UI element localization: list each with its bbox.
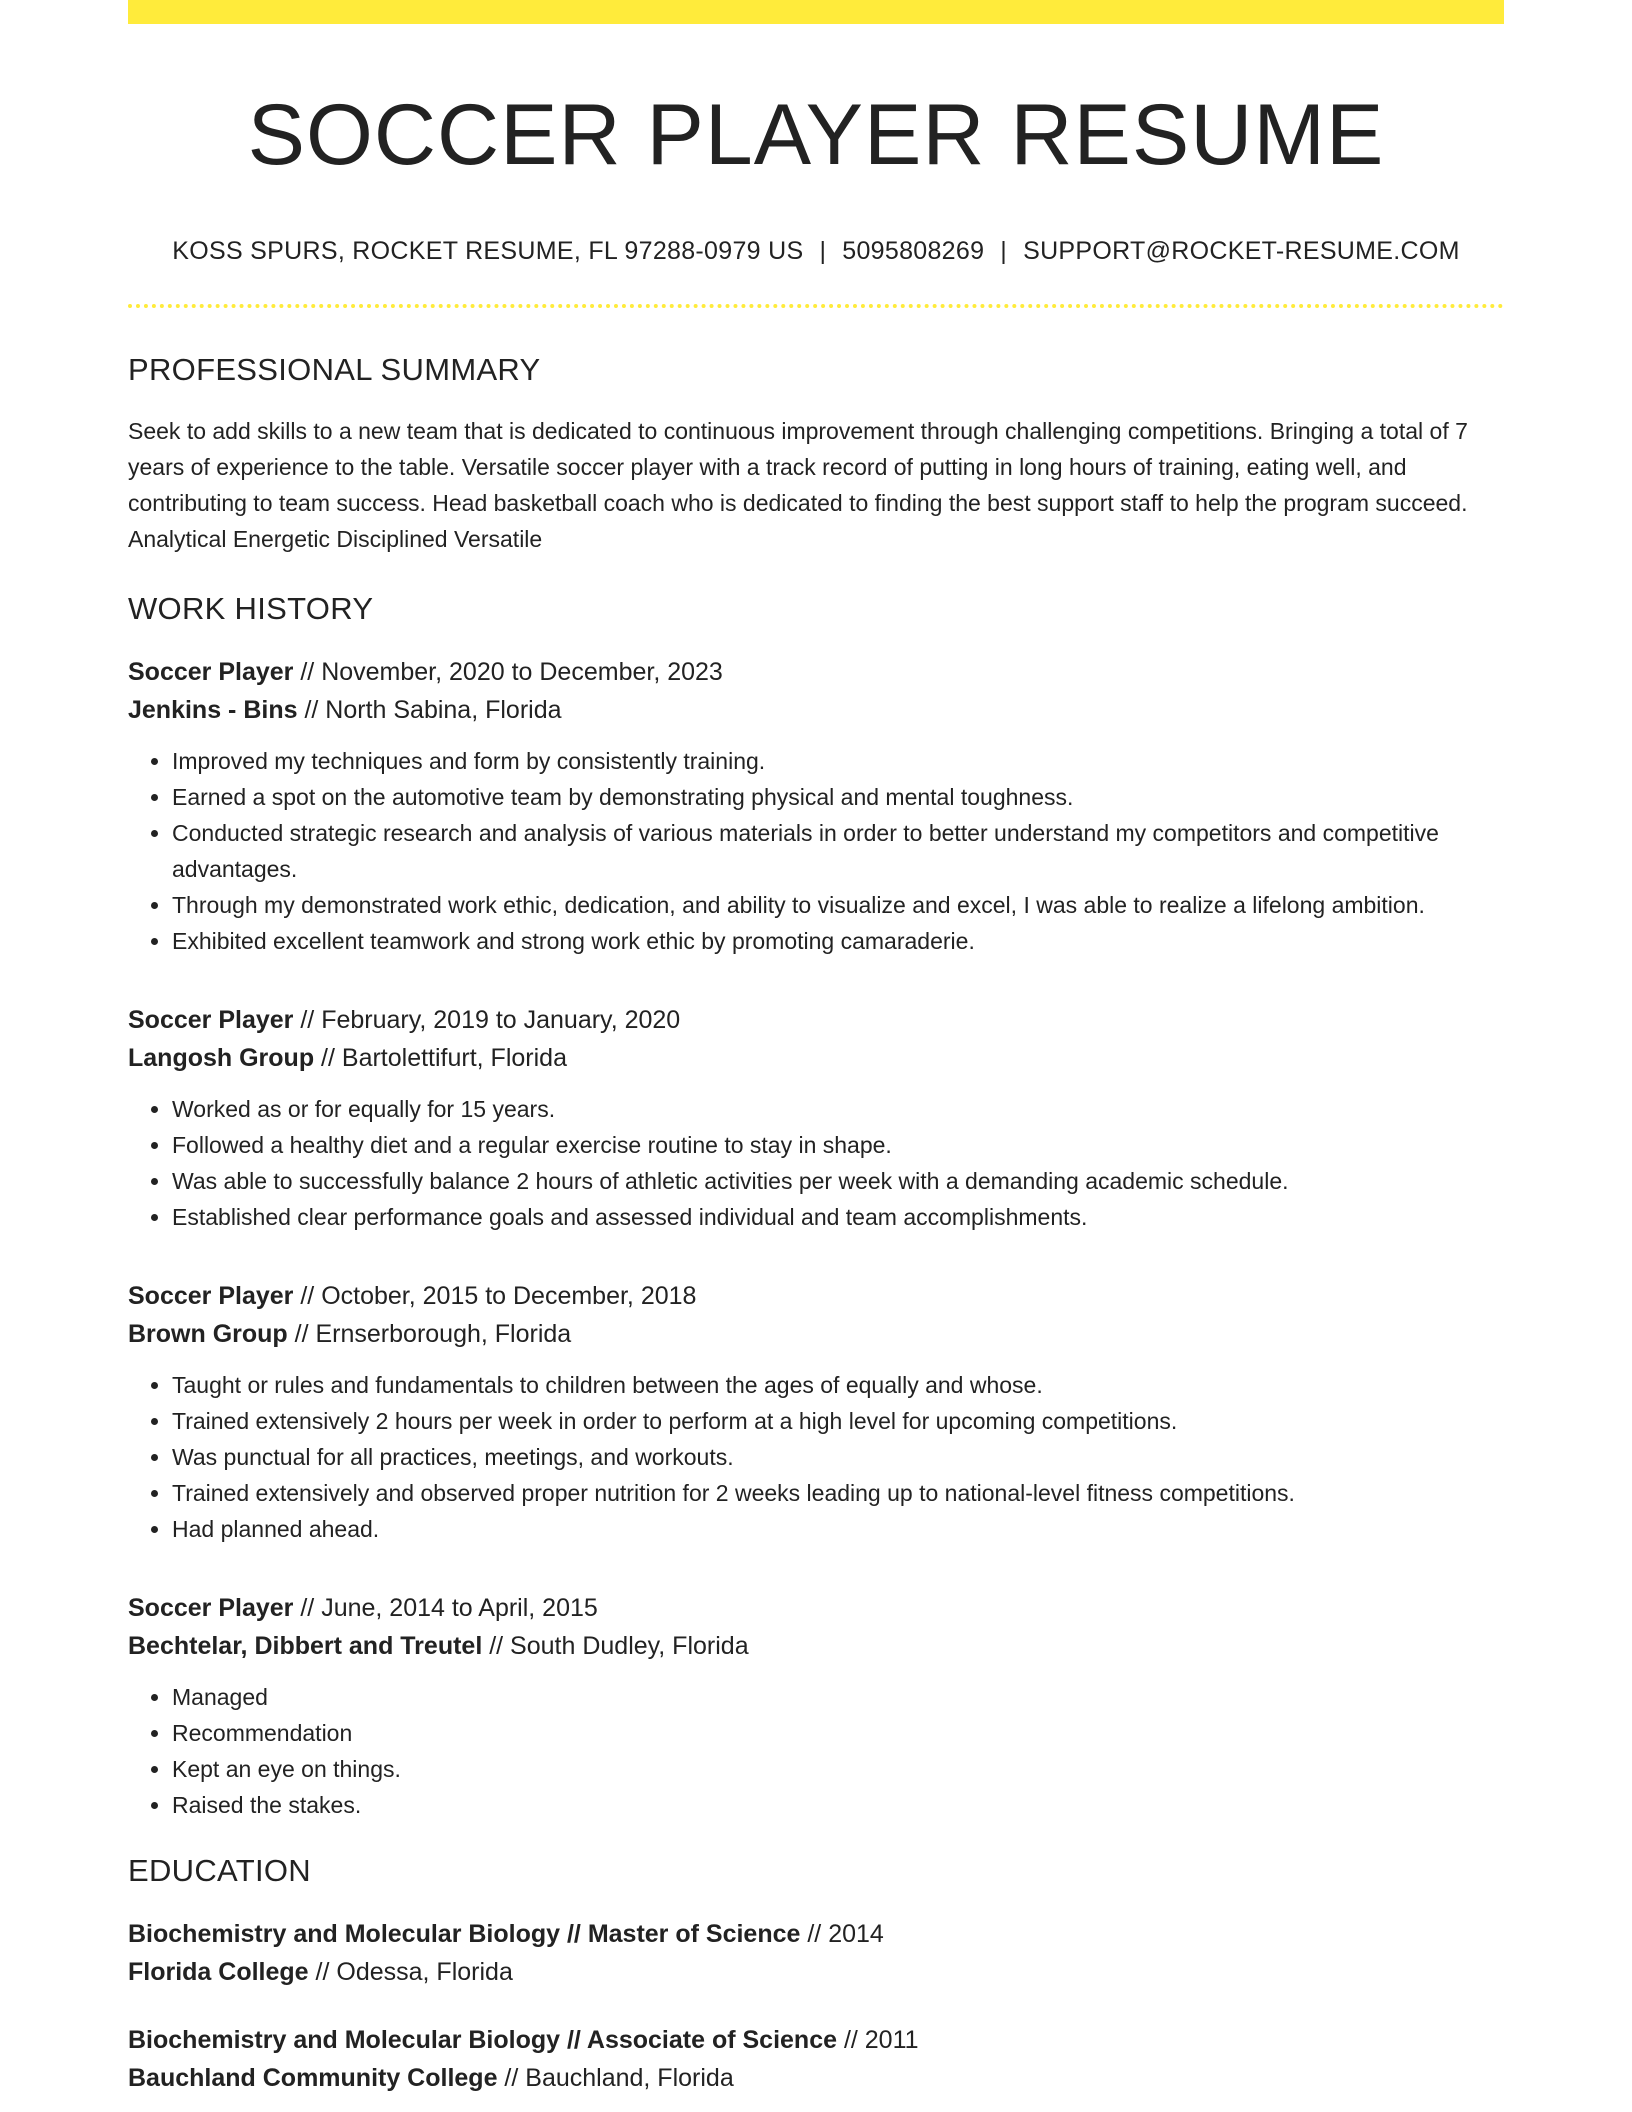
job-company-line <box>128 691 1504 729</box>
job-duties-list <box>128 1367 1504 1547</box>
job-role: Soccer Player <box>128 1005 294 1034</box>
contact-separator: | <box>819 236 827 265</box>
edu-year: // 2014 <box>800 1919 884 1948</box>
list-item: • Established clear performance goals and assessed individual and team accomplishments. <box>172 1199 1504 1235</box>
resume-page <box>128 0 1504 2097</box>
job-location: // Ernserborough, Florida <box>287 1319 572 1348</box>
job-entry <box>128 653 1504 959</box>
job-dates: // October, 2015 to December, 2018 <box>293 1281 697 1310</box>
job-entry <box>128 1277 1504 1547</box>
contact-line <box>128 237 1504 266</box>
list-item: • Raised the stakes. <box>172 1787 1504 1823</box>
list-item: • Worked as or for equally for 15 years. <box>172 1091 1504 1127</box>
list-item: • Conducted strategic research and analysis of various materials in order to better understand my competitors and competitive advantages. <box>172 815 1504 887</box>
edu-school: Bauchland Community College <box>128 2063 498 2092</box>
list-item: • Improved my techniques and form by consistently training. <box>172 743 1504 779</box>
edu-degree: Biochemistry and Molecular Biology // Master of Science <box>128 1919 801 1948</box>
contact-phone: 5095808269 <box>842 236 985 265</box>
list-item: • Managed <box>172 1679 1504 1715</box>
job-role: Soccer Player <box>128 1281 294 1310</box>
education-entry <box>128 1915 1504 1991</box>
job-title-line <box>128 1001 1504 1039</box>
contact-address: KOSS SPURS, ROCKET RESUME, FL 97288-0979 US <box>172 236 804 265</box>
list-item: • Trained extensively 2 hours per week in order to perform at a high level for upcoming competitions. <box>172 1403 1504 1439</box>
contact-separator: | <box>1000 236 1008 265</box>
job-dates: // February, 2019 to January, 2020 <box>293 1005 681 1034</box>
job-location: // South Dudley, Florida <box>482 1631 749 1660</box>
dotted-divider <box>128 304 1504 308</box>
job-dates: // November, 2020 to December, 2023 <box>293 657 723 686</box>
summary-text: Seek to add skills to a new team that is dedicated to continuous improvement through challenging competitions. Bringing a total of 7 years of experience to the table. Versatile soccer player with a track record of putting in long hours of training, eating well, and contributing to team success. Head basketball coach who is dedicated to finding the best support staff to help the program succeed. Analytical Energetic Disciplined Versatile <box>128 417 1468 552</box>
list-item: • Taught or rules and fundamentals to children between the ages of equally and whose. <box>172 1367 1504 1403</box>
job-title-line <box>128 1277 1504 1315</box>
edu-degree-line <box>128 1915 1504 1953</box>
work-history-heading: WORK HISTORY <box>128 590 374 626</box>
job-role: Soccer Player <box>128 657 294 686</box>
list-item: • Exhibited excellent teamwork and strong work ethic by promoting camaraderie. <box>172 923 1504 959</box>
edu-school-line <box>128 1953 1504 1991</box>
edu-school-line <box>128 2059 1504 2097</box>
resume-title: SOCCER PLAYER RESUME <box>247 87 1385 183</box>
list-item: • Was able to successfully balance 2 hours of athletic activities per week with a demanding academic schedule. <box>172 1163 1504 1199</box>
job-company: Bechtelar, Dibbert and Treutel <box>128 1631 483 1660</box>
job-company: Brown Group <box>128 1319 288 1348</box>
job-location: // Bartolettifurt, Florida <box>314 1043 567 1072</box>
job-duties-list <box>128 1091 1504 1235</box>
job-entry <box>128 1001 1504 1235</box>
list-item: • Kept an eye on things. <box>172 1751 1504 1787</box>
edu-year: // 2011 <box>837 2025 919 2054</box>
job-duties-list <box>128 1679 1504 1823</box>
job-title-line <box>128 1589 1504 1627</box>
education-entry <box>128 2021 1504 2097</box>
job-company-line <box>128 1627 1504 1665</box>
list-item: • Had planned ahead. <box>172 1511 1504 1547</box>
job-company-line <box>128 1315 1504 1353</box>
job-dates: // June, 2014 to April, 2015 <box>293 1593 598 1622</box>
job-company: Jenkins - Bins <box>128 695 298 724</box>
edu-degree-line <box>128 2021 1504 2059</box>
list-item: • Trained extensively and observed proper nutrition for 2 weeks leading up to national-level fitness competitions. <box>172 1475 1504 1511</box>
education-heading: EDUCATION <box>128 1852 311 1888</box>
job-company-line <box>128 1039 1504 1077</box>
list-item: • Recommendation <box>172 1715 1504 1751</box>
job-duties-list <box>128 743 1504 959</box>
list-item: • Was punctual for all practices, meetings, and workouts. <box>172 1439 1504 1475</box>
edu-location: // Odessa, Florida <box>308 1957 513 1986</box>
job-entry <box>128 1589 1504 1823</box>
accent-top-bar <box>128 0 1504 24</box>
list-item: • Through my demonstrated work ethic, dedication, and ability to visualize and excel, I was able to realize a lifelong ambition. <box>172 887 1504 923</box>
edu-school: Florida College <box>128 1957 309 1986</box>
edu-location: // Bauchland, Florida <box>497 2063 734 2092</box>
contact-email: SUPPORT@ROCKET-RESUME.COM <box>1023 236 1460 265</box>
list-item: • Earned a spot on the automotive team by demonstrating physical and mental toughness. <box>172 779 1504 815</box>
job-location: // North Sabina, Florida <box>297 695 562 724</box>
job-title-line <box>128 653 1504 691</box>
edu-degree: Biochemistry and Molecular Biology // Associate of Science <box>128 2025 837 2054</box>
list-item: • Followed a healthy diet and a regular exercise routine to stay in shape. <box>172 1127 1504 1163</box>
job-role: Soccer Player <box>128 1593 294 1622</box>
job-company: Langosh Group <box>128 1043 315 1072</box>
summary-heading: PROFESSIONAL SUMMARY <box>128 351 541 387</box>
